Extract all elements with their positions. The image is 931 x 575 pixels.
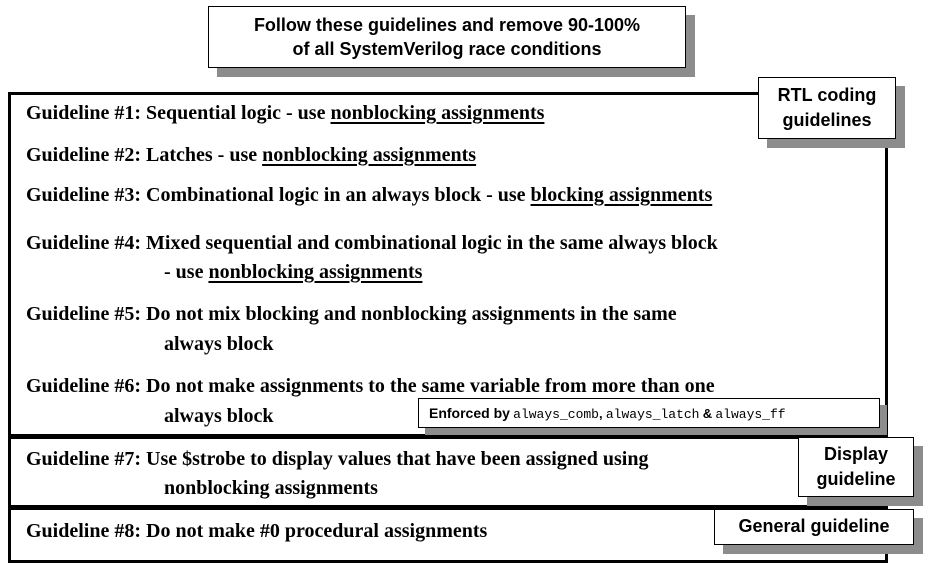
enforced-separator-2: & <box>702 406 713 421</box>
guideline-6-text: Guideline #6: Do not make assignments to the same variable from more than one <box>26 375 715 397</box>
guideline-1-emph: nonblocking assignments <box>330 102 545 124</box>
guideline-5 <box>26 302 677 326</box>
guideline-6-cont: always block <box>164 405 274 427</box>
guideline-4 <box>26 231 718 255</box>
enforced-by-callout <box>418 398 880 428</box>
enforced-keyword-comb: always_comb <box>513 407 599 422</box>
guideline-5-cont: always block <box>164 333 274 355</box>
display-label-line-2: guideline <box>816 469 896 489</box>
general-guideline-label <box>714 509 914 545</box>
display-guideline-label <box>798 437 914 497</box>
guideline-5-text: Guideline #5: Do not mix blocking and nonblocking assignments in the same <box>26 303 677 325</box>
guideline-4-cont-text: - use <box>164 261 209 283</box>
header-callout <box>208 6 686 68</box>
rtl-label-line-2: guidelines <box>782 110 872 130</box>
header-line-2: of all SystemVerilog race conditions <box>292 39 602 59</box>
header-line-1: Follow these guidelines and remove 90-100% <box>253 15 641 35</box>
guideline-4-emph: nonblocking assignments <box>208 261 423 283</box>
general-label-text: General guideline <box>738 516 890 536</box>
guideline-7-cont: nonblocking assignments <box>164 477 378 499</box>
rtl-coding-label <box>758 77 896 139</box>
guideline-6 <box>26 374 715 398</box>
guideline-2 <box>26 143 476 167</box>
guideline-8-text: Guideline #8: Do not make #0 procedural assignments <box>26 520 488 542</box>
rtl-label-line-1: RTL coding <box>777 85 877 105</box>
enforced-separator-1: , <box>598 406 603 421</box>
display-label-line-1: Display <box>823 444 889 464</box>
guideline-1 <box>26 101 544 125</box>
guideline-3-emph: blocking assignments <box>530 184 713 206</box>
enforced-keyword-latch: always_latch <box>605 407 700 422</box>
guideline-8 <box>26 519 487 543</box>
guideline-1-text: Guideline #1: Sequential logic - use <box>26 102 331 124</box>
guideline-7 <box>26 447 649 471</box>
guideline-3-text: Guideline #3: Combinational logic in an always block - use <box>26 184 531 206</box>
guideline-2-emph: nonblocking assignments <box>262 144 477 166</box>
guideline-7-text: Guideline #7: Use $strobe to display values that have been assigned using <box>26 448 649 470</box>
enforced-keyword-ff: always_ff <box>715 407 786 422</box>
guideline-3 <box>26 183 712 207</box>
guideline-4-text: Guideline #4: Mixed sequential and combinational logic in the same always block <box>26 232 718 254</box>
enforced-label: Enforced by <box>429 405 510 421</box>
guideline-4-cont <box>164 260 422 284</box>
guideline-2-text: Guideline #2: Latches - use <box>26 144 263 166</box>
